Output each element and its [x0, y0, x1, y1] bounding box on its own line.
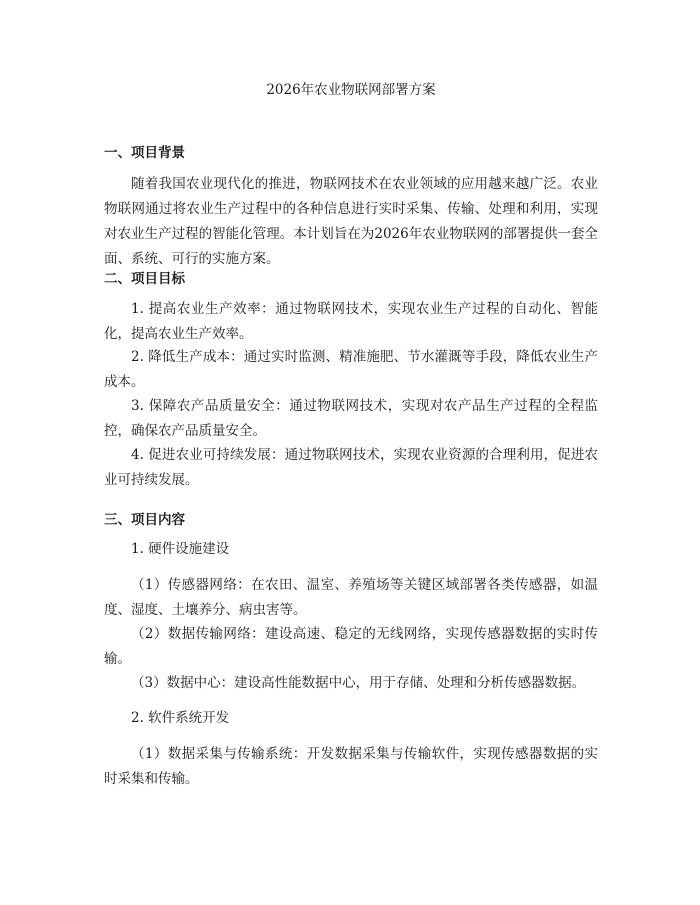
content-subheading-software: 2. 软件系统开发	[131, 710, 230, 726]
content-item-data-collection-system: （1）数据采集与传输系统：开发数据采集与传输软件，实现传感器数据的实时采集和传输。	[104, 746, 598, 787]
document-title: 2026年农业物联网部署方案	[266, 82, 436, 98]
goal-item-3: 3. 保障农产品质量安全：通过物联网技术，实现对农产品生产过程的全程监控，确保农产品质量安全。	[104, 398, 598, 439]
content-item-data-transmission: （2）数据传输网络：建设高速、稳定的无线网络，实现传感器数据的实时传输。	[104, 626, 598, 667]
content-item-sensor-network: （1）传感器网络：在农田、温室、养殖场等关键区域部署各类传感器，如温度、湿度、土壤养分、病虫害等。	[104, 577, 598, 618]
content-item-data-center: （3）数据中心：建设高性能数据中心，用于存储、处理和分析传感器数据。	[131, 675, 586, 691]
content-subheading-hardware: 1. 硬件设施建设	[131, 541, 230, 557]
section-heading-background: 一、项目背景	[104, 145, 185, 161]
section-heading-goals: 二、项目目标	[104, 271, 185, 287]
document-body	[104, 80, 598, 787]
section-heading-content: 三、项目内容	[104, 512, 185, 528]
paragraph-background: 随着我国农业现代化的推进，物联网技术在农业领域的应用越来越广泛。农业物联网通过将农业生产过程中的各种信息进行实时采集、传输、处理和利用，实现对农业生产过程的智能化管理。本计划旨在为2026年农业物联网的部署提供一套全面、系统、可行的实施方案。	[104, 176, 598, 267]
goal-item-4: 4. 促进农业可持续发展：通过物联网技术，实现农业资源的合理利用，促进农业可持续发展。	[104, 447, 598, 488]
goal-item-1: 1. 提高农业生产效率：通过物联网技术，实现农业生产过程的自动化、智能化，提高农业生产效率。	[104, 301, 598, 342]
goal-item-2: 2. 降低生产成本：通过实时监测、精准施肥、节水灌溉等手段，降低农业生产成本。	[104, 349, 598, 390]
